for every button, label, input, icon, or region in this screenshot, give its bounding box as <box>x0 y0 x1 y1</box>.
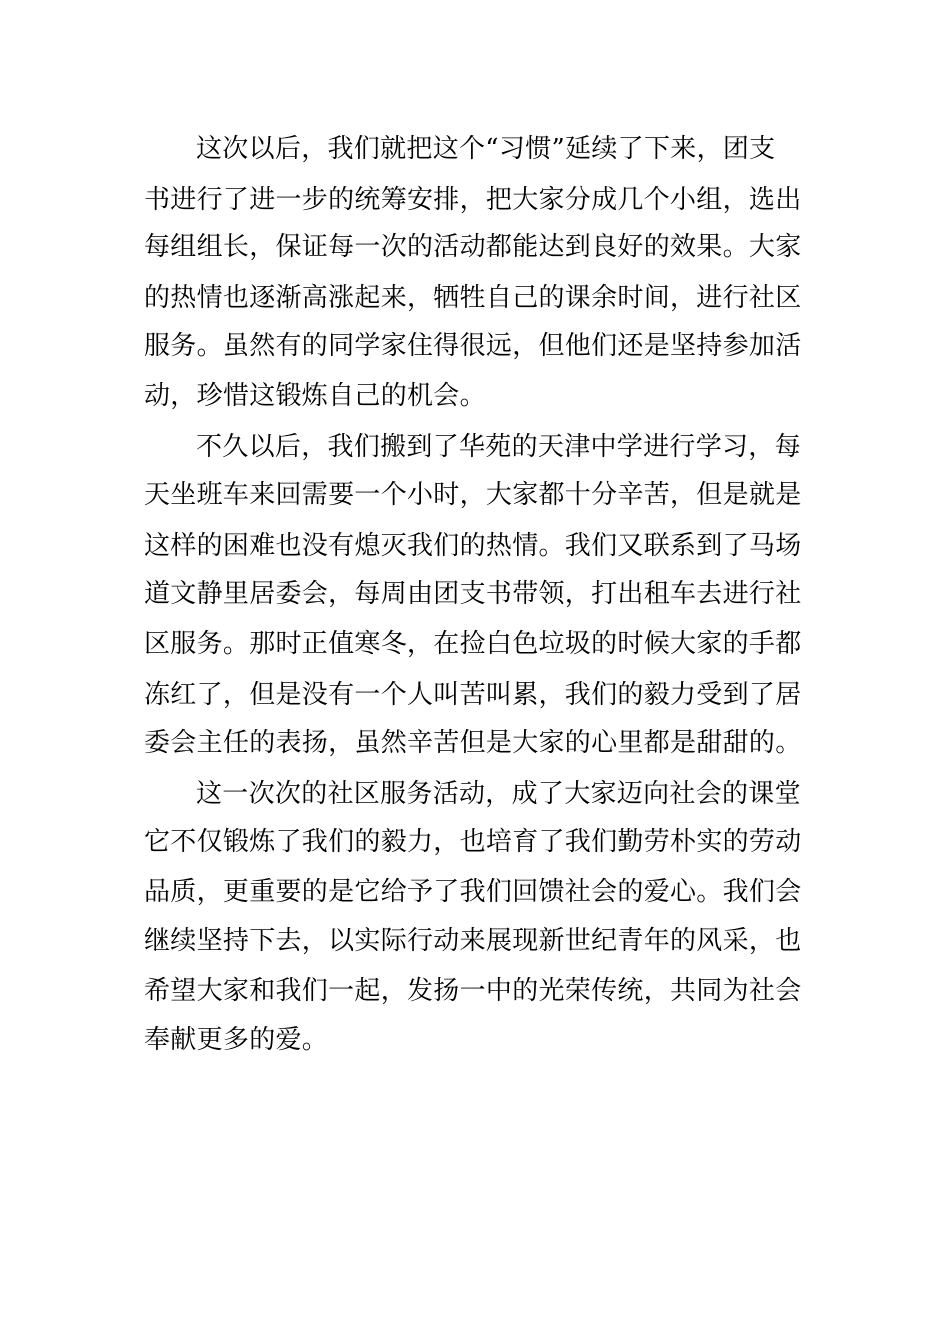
paragraph-line: 书进行了进一步的统筹安排，把大家分成几个小组，选出 <box>144 185 802 215</box>
paragraph-line: 这样的困难也没有熄灭我们的热情。我们又联系到了马场 <box>144 531 802 561</box>
paragraph-line: 这次以后，我们就把这个“习惯”延续了下来，团支 <box>196 134 776 164</box>
paragraph-line: 希望大家和我们一起，发扬一中的光荣传统，共同为社会 <box>144 976 802 1006</box>
paragraph-line: 区服务。那时正值寒冬，在捡白色垃圾的时候大家的手都 <box>144 629 802 659</box>
paragraph-line: 天坐班车来回需要一个小时，大家都十分辛苦，但是就是 <box>144 480 802 510</box>
paragraph-line: 它不仅锻炼了我们的毅力，也培育了我们勤劳朴实的劳动 <box>144 827 802 857</box>
paragraph-line: 这一次次的社区服务活动，成了大家迈向社会的课堂 <box>196 779 801 809</box>
paragraph-line: 动，珍惜这锻炼自己的机会。 <box>144 381 486 411</box>
paragraph-line: 的热情也逐渐高涨起来，牺牲自己的课余时间，进行社区 <box>144 283 802 313</box>
paragraph-line: 继续坚持下去，以实际行动来展现新世纪青年的风采，也 <box>144 926 802 956</box>
paragraph-line: 冻红了，但是没有一个人叫苦叫累，我们的毅力受到了居 <box>144 680 802 710</box>
paragraph-line: 奉献更多的爱。 <box>144 1025 329 1055</box>
paragraph-line: 不久以后，我们搬到了华苑的天津中学进行学习，每 <box>196 432 801 462</box>
paragraph-line: 委会主任的表扬，虽然辛苦但是大家的心里都是甜甜的。 <box>144 728 802 758</box>
paragraph-line: 道文静里居委会，每周由团支书带领，打出租车去进行社 <box>144 579 802 609</box>
paragraph-line: 服务。虽然有的同学家住得很远，但他们还是坚持参加活 <box>144 331 802 361</box>
paragraph-line: 品质，更重要的是它给予了我们回馈社会的爱心。我们会 <box>144 877 802 907</box>
paragraph-line: 每组组长，保证每一次的活动都能达到良好的效果。大家 <box>144 232 802 262</box>
